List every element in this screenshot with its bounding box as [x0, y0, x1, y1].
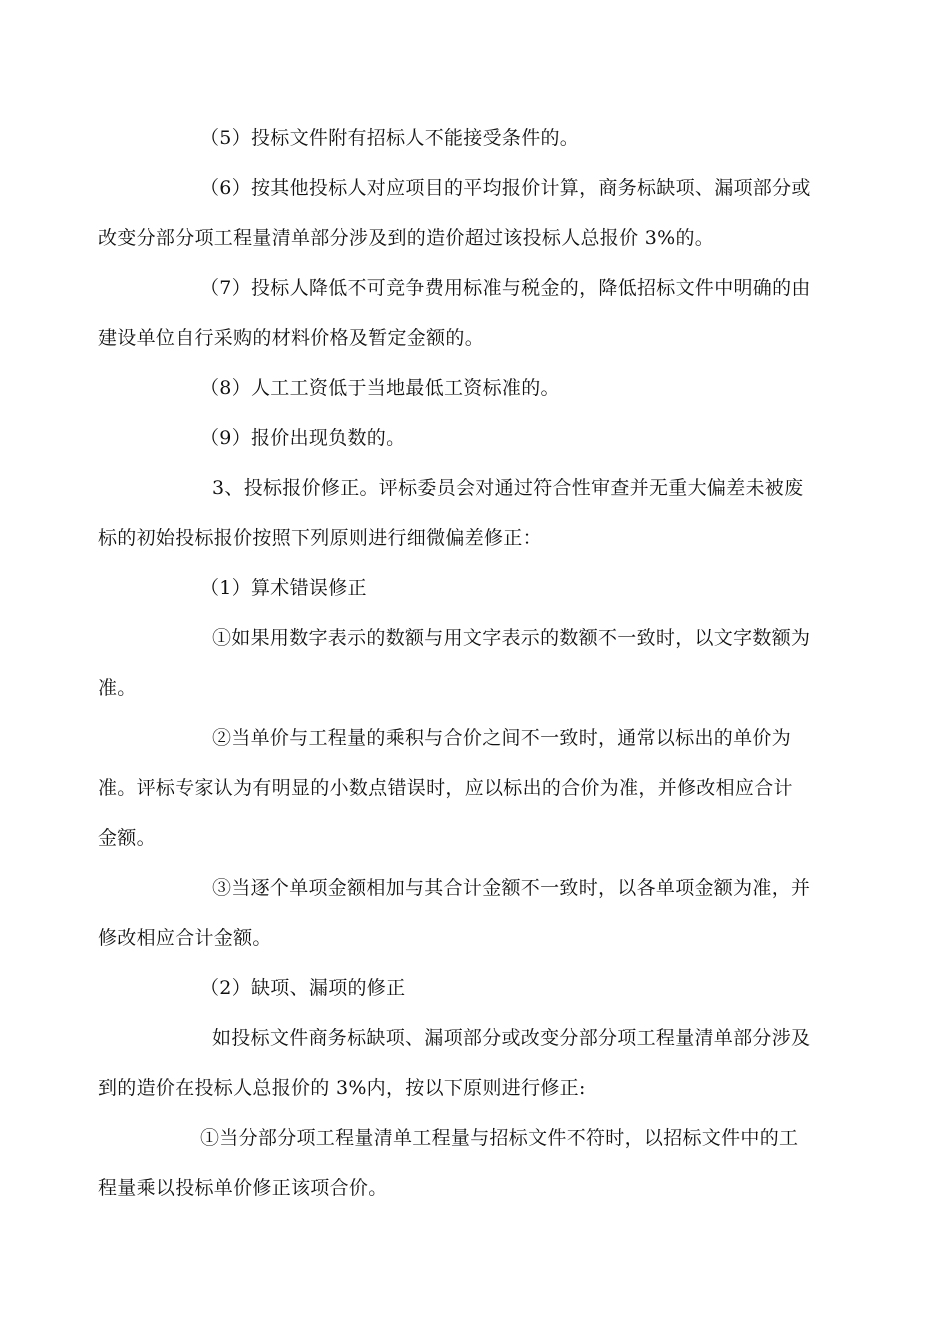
paragraph-line: ①如果用数字表示的数额与用文字表示的数额不一致时，以文字数额为: [212, 627, 811, 649]
paragraph-line: 准。: [98, 677, 137, 699]
paragraph-line: 如投标文件商务标缺项、漏项部分或改变分部分项工程量清单部分涉及: [212, 1027, 811, 1049]
paragraph-line: 标的初始投标报价按照下列原则进行细微偏差修正：: [98, 527, 542, 549]
paragraph-line: 3、投标报价修正。评标委员会对通过符合性审查并无重大偏差未被废: [212, 477, 804, 499]
paragraph-line: 建设单位自行采购的材料价格及暂定金额的。: [98, 327, 485, 349]
paragraph-line: （7）投标人降低不可竞争费用标准与税金的，降低招标文件中明确的由: [200, 277, 811, 299]
paragraph-line: 修改相应合计金额。: [98, 927, 272, 949]
paragraph-line: ①当分部分项工程量清单工程量与招标文件不符时，以招标文件中的工: [200, 1127, 799, 1149]
paragraph-line: 金额。: [98, 827, 156, 849]
paragraph-line: 到的造价在投标人总报价的 3%内，按以下原则进行修正:: [98, 1077, 586, 1099]
paragraph-line: （5）投标文件附有招标人不能接受条件的。: [200, 127, 580, 149]
paragraph-line: （1）算术错误修正: [200, 577, 367, 599]
paragraph-line: （2）缺项、漏项的修正: [200, 977, 406, 999]
paragraph-line: （9）报价出现负数的。: [200, 427, 406, 449]
paragraph-line: ②当单价与工程量的乘积与合价之间不一致时，通常以标出的单价为: [212, 727, 792, 749]
paragraph-line: ③当逐个单项金额相加与其合计金额不一致时，以各单项金额为准，并: [212, 877, 811, 899]
paragraph-line: 改变分部分项工程量清单部分涉及到的造价超过该投标人总报价 3%的。: [98, 227, 715, 249]
paragraph-line: （6）按其他投标人对应项目的平均报价计算，商务标缺项、漏项部分或: [200, 177, 811, 199]
paragraph-line: （8）人工工资低于当地最低工资标准的。: [200, 377, 560, 399]
paragraph-line: 准。评标专家认为有明显的小数点错误时，应以标出的合价为准，并修改相应合计: [98, 777, 793, 799]
paragraph-line: 程量乘以投标单价修正该项合价。: [98, 1177, 388, 1199]
